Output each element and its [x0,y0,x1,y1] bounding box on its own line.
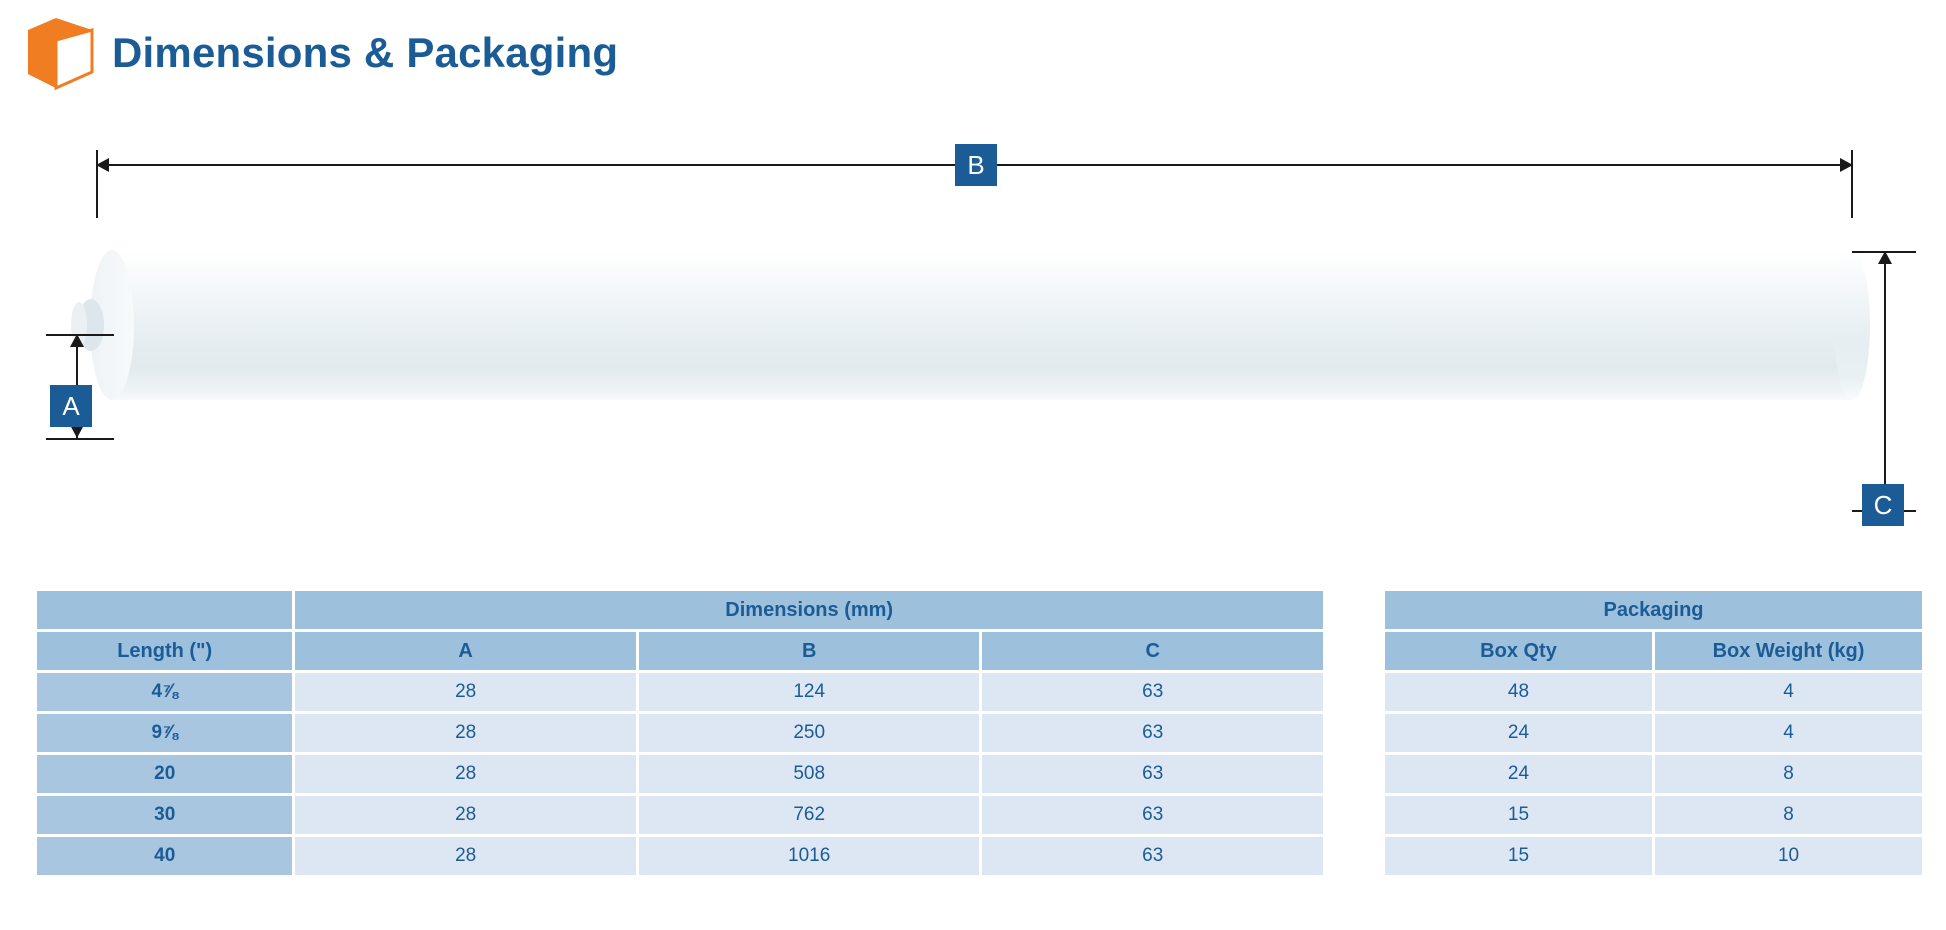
dimensions-corner-cell [37,591,292,629]
row-length: 9⅞ [37,714,292,752]
column-header-length: Length (") [37,632,292,670]
b-arrow-left [96,158,109,172]
cell-c: 63 [982,837,1323,875]
page-header [26,16,618,90]
cell-c: 63 [982,714,1323,752]
cell-a: 28 [295,837,636,875]
cell-b: 762 [639,796,980,834]
cell-b: 508 [639,755,980,793]
row-length: 30 [37,796,292,834]
cell-box-qty: 15 [1385,837,1652,875]
a-extension-bottom [46,438,114,440]
cell-a: 28 [295,796,636,834]
column-header-a: A [295,632,636,670]
table-row [1385,673,1922,711]
cell-a: 28 [295,755,636,793]
box-icon [26,16,94,90]
c-dimension-line [1884,251,1886,510]
table-row [37,714,1323,752]
cell-box-weight: 8 [1655,755,1922,793]
packaging-column-header-row [1385,632,1922,670]
dimension-label-b: B [955,144,997,186]
table-row [1385,755,1922,793]
dimension-label-c: C [1862,484,1904,526]
table-row [37,673,1323,711]
cell-box-qty: 15 [1385,796,1652,834]
table-row [1385,796,1922,834]
cell-box-weight: 8 [1655,796,1922,834]
cartridge-barrel [112,250,1852,400]
column-header-box-weight: Box Weight (kg) [1655,632,1922,670]
a-arrow-up [70,334,84,347]
dimensions-group-header: Dimensions (mm) [295,591,1323,629]
table-row [1385,714,1922,752]
cell-c: 63 [982,755,1323,793]
cell-c: 63 [982,673,1323,711]
packaging-group-header-row [1385,591,1922,629]
table-row [37,796,1323,834]
packaging-group-header: Packaging [1385,591,1922,629]
cell-a: 28 [295,714,636,752]
page-title: Dimensions & Packaging [112,29,619,76]
filter-cartridge-illustration [112,250,1852,400]
dimensions-table [34,588,1326,878]
cell-box-qty: 24 [1385,755,1652,793]
cartridge-left-end [90,250,134,400]
table-row [37,755,1323,793]
cell-box-qty: 48 [1385,673,1652,711]
cell-b: 1016 [639,837,980,875]
row-length: 40 [37,837,292,875]
filter-dimension-diagram [0,120,1946,520]
column-header-c: C [982,632,1323,670]
c-arrow-up [1878,251,1892,264]
cell-box-weight: 4 [1655,673,1922,711]
cell-b: 250 [639,714,980,752]
cell-box-weight: 4 [1655,714,1922,752]
b-arrow-right [1840,158,1853,172]
cell-a: 28 [295,673,636,711]
dimensions-column-header-row [37,632,1323,670]
cell-box-qty: 24 [1385,714,1652,752]
row-length: 20 [37,755,292,793]
dimensions-group-header-row [37,591,1323,629]
cartridge-right-end [1834,250,1870,400]
column-header-box-qty: Box Qty [1385,632,1652,670]
table-row [37,837,1323,875]
table-row [1385,837,1922,875]
column-header-b: B [639,632,980,670]
cell-b: 124 [639,673,980,711]
dimension-label-a: A [50,385,92,427]
packaging-table [1382,588,1925,878]
row-length: 4⅞ [37,673,292,711]
cell-box-weight: 10 [1655,837,1922,875]
cell-c: 63 [982,796,1323,834]
